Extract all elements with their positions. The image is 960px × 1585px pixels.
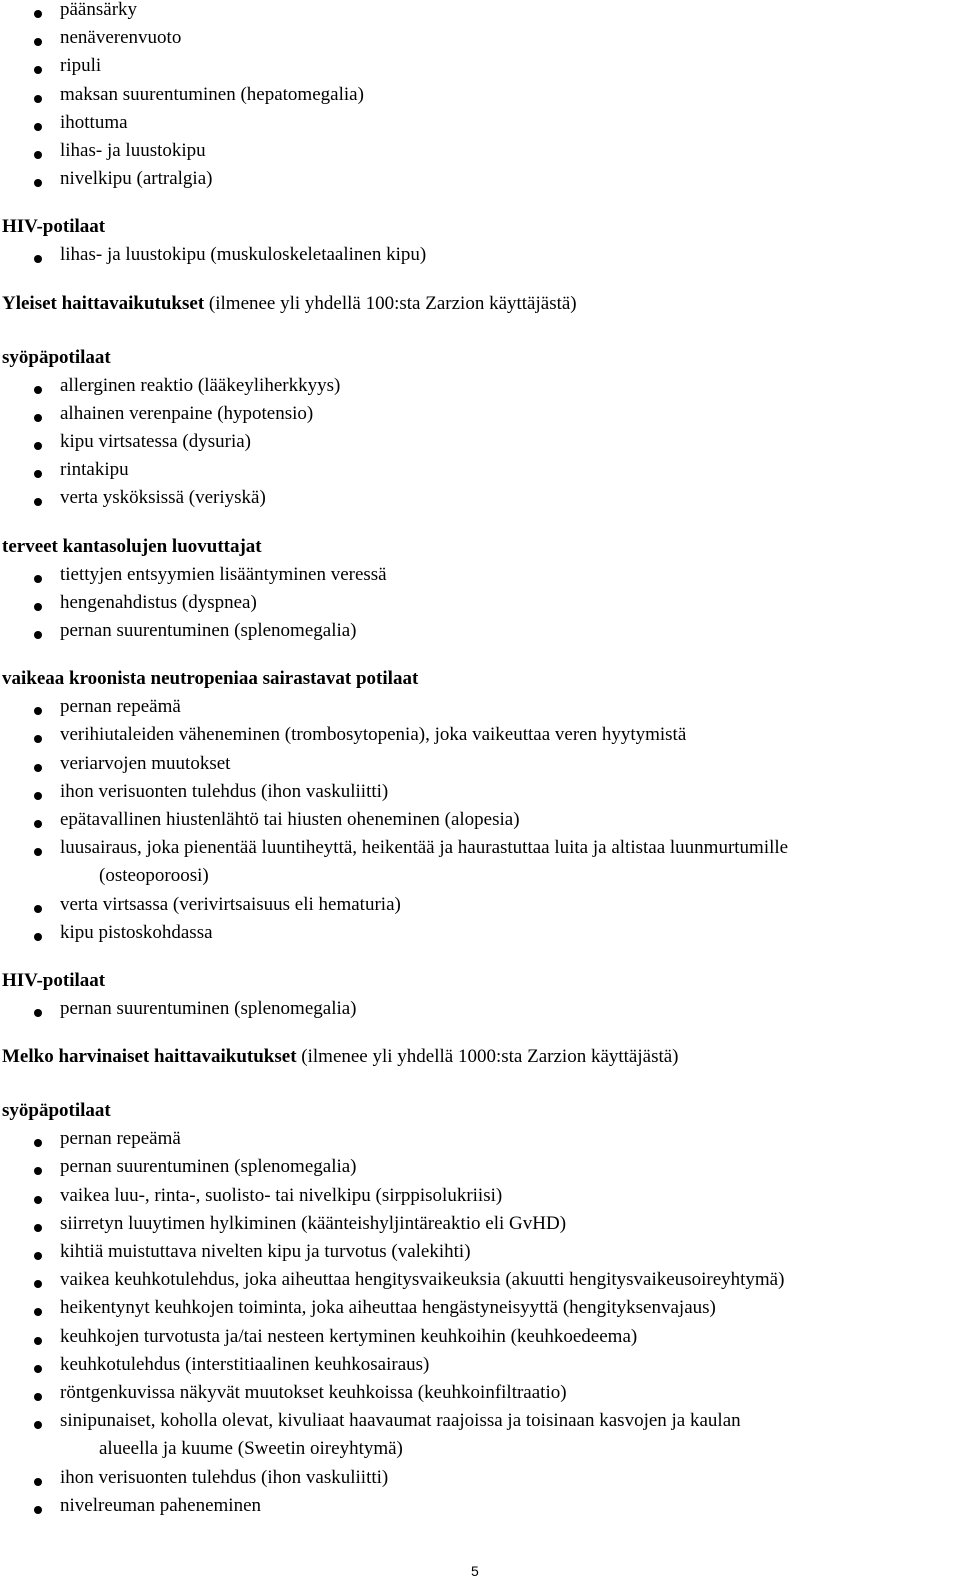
page-number: 5 [471, 1563, 479, 1579]
list-item: kipu virtsatessa (dysuria) [60, 431, 252, 452]
list-item: pernan suurentuminen (splenomegalia) [60, 998, 357, 1019]
list-item: epätavallinen hiustenlähtö tai hiusten oheneminen (alopesia) [60, 809, 520, 830]
group-heading: HIV-potilaat [2, 970, 106, 991]
list-item: veriarvojen muutokset [60, 752, 231, 774]
list-item: maksan suurentuminen (hepatomegalia) [60, 83, 364, 105]
list-item: vaikea keuhkotulehdus, joka aiheuttaa hengitysvaikeuksia (akuutti hengitysvaikeusoireyhtymä) [60, 1269, 785, 1291]
bullet-icon [34, 414, 42, 422]
bullet-icon [34, 735, 42, 743]
bullet-icon [34, 1139, 42, 1147]
list-item: pernan suurentuminen (splenomegalia) [60, 620, 357, 641]
bullet-icon [34, 1280, 42, 1288]
bullet-icon [34, 1337, 42, 1345]
bullet-icon [34, 631, 42, 639]
list-item: ihon verisuonten tulehdus (ihon vaskuliitti) [60, 1466, 389, 1488]
list-item: hengenahdistus (dyspnea) [60, 591, 257, 613]
bullet-icon [34, 764, 42, 772]
list-item: päänsärky [60, 0, 138, 20]
list-item: kipu pistoskohdassa [60, 921, 213, 943]
list-item: ihottuma [60, 111, 128, 133]
bullet-icon [34, 179, 42, 187]
list-item-continuation: (osteoporoosi) [99, 865, 209, 887]
group-heading: terveet kantasolujen luovuttajat [2, 535, 262, 557]
bullet-icon [34, 575, 42, 583]
list-item: röntgenkuvissa näkyvät muutokset keuhkoissa (keuhkoinfiltraatio) [60, 1382, 567, 1403]
list-item: pernan repeämä [60, 696, 181, 718]
bullet-icon [34, 933, 42, 941]
group-heading: syöpäpotilaat [2, 1100, 111, 1122]
list-item: pernan repeämä [60, 1128, 181, 1150]
list-item: verta ysköksissä (veriyskä) [60, 487, 266, 509]
bullet-icon [34, 442, 42, 450]
bullet-icon [34, 1252, 42, 1260]
list-item: vaikea luu-, rinta-, suolisto- tai nivelkipu (sirppisolukriisi) [60, 1184, 503, 1206]
frequency-heading [2, 1046, 679, 1068]
group-heading: HIV-potilaat [2, 216, 106, 238]
list-item: luusairaus, joka pienentää luuntiheyttä, heikentää ja haurastuttaa luita ja altistaa luunmurtumille [60, 837, 789, 859]
bullet-icon [34, 10, 42, 18]
list-item: sinipunaiset, koholla olevat, kivuliaat haavaumat raajoissa ja toisinaan kasvojen ja kaulan [60, 1410, 741, 1432]
bullet-icon [34, 707, 42, 715]
bullet-icon [34, 1365, 42, 1373]
list-item: ripuli [60, 55, 102, 77]
list-item: ihon verisuonten tulehdus (ihon vaskuliitti) [60, 780, 389, 802]
bullet-icon [34, 905, 42, 913]
bullet-icon [34, 792, 42, 800]
list-item: allerginen reaktio (lääkeyliherkkyys) [60, 374, 341, 396]
list-item: verihiutaleiden väheneminen (trombosytopenia), joka vaikeuttaa veren hyytymistä [60, 724, 687, 746]
bullet-icon [34, 95, 42, 103]
list-item: alhainen verenpaine (hypotensio) [60, 402, 314, 424]
list-item: siirretyn luuytimen hylkiminen (käänteishyljintäreaktio eli GvHD) [60, 1212, 567, 1234]
list-item: tiettyjen entsyymien lisääntyminen veressä [60, 563, 387, 585]
frequency-description: (ilmenee yli yhdellä 100:sta Zarzion käyttäjästä) [204, 292, 577, 314]
bullet-icon [34, 498, 42, 506]
bullet-icon [34, 1224, 42, 1232]
bullet-icon [34, 1167, 42, 1175]
list-item: verta virtsassa (verivirtsaisuus eli hematuria) [60, 893, 401, 915]
list-item: nivelreuman paheneminen [60, 1494, 262, 1516]
bullet-icon [34, 66, 42, 74]
group-heading: vaikeaa kroonista neutropeniaa sairastavat potilaat [2, 668, 419, 690]
bullet-icon [34, 1478, 42, 1486]
list-item: lihas- ja luustokipu (muskuloskeletaalinen kipu) [60, 244, 427, 266]
bullet-icon [34, 255, 42, 263]
bullet-icon [34, 1308, 42, 1316]
bullet-icon [34, 1421, 42, 1429]
bullet-icon [34, 151, 42, 159]
list-item: kihtiä muistuttava nivelten kipu ja turvotus (valekihti) [60, 1241, 471, 1262]
bullet-icon [34, 1393, 42, 1401]
bullet-icon [34, 1506, 42, 1514]
list-item: pernan suurentuminen (splenomegalia) [60, 1156, 357, 1178]
frequency-label: Melko harvinaiset haittavaikutukset [2, 1046, 297, 1068]
list-item: heikentynyt keuhkojen toiminta, joka aiheuttaa hengästyneisyyttä (hengityksenvajaus) [60, 1297, 716, 1319]
list-item: keuhkojen turvotusta ja/tai nesteen kertyminen keuhkoihin (keuhkoedeema) [60, 1325, 638, 1347]
bullet-icon [34, 38, 42, 46]
bullet-icon [34, 820, 42, 828]
bullet-icon [34, 386, 42, 394]
bullet-icon [34, 603, 42, 611]
list-item: keuhkotulehdus (interstitiaalinen keuhkosairaus) [60, 1353, 430, 1375]
frequency-heading [2, 293, 577, 315]
list-item: rintakipu [60, 459, 129, 481]
frequency-description: (ilmenee yli yhdellä 1000:sta Zarzion käyttäjästä) [296, 1046, 679, 1068]
list-item: nivelkipu (artralgia) [60, 168, 213, 190]
bullet-icon [34, 470, 42, 478]
list-item-continuation: alueella ja kuume (Sweetin oireyhtymä) [99, 1438, 403, 1460]
list-item: lihas- ja luustokipu [60, 140, 206, 161]
bullet-icon [34, 1196, 42, 1204]
group-heading: syöpäpotilaat [2, 346, 111, 368]
frequency-label: Yleiset haittavaikutukset [2, 292, 205, 314]
bullet-icon [34, 848, 42, 856]
bullet-icon [34, 123, 42, 131]
bullet-icon [34, 1009, 42, 1017]
list-item: nenäverenvuoto [60, 27, 182, 49]
